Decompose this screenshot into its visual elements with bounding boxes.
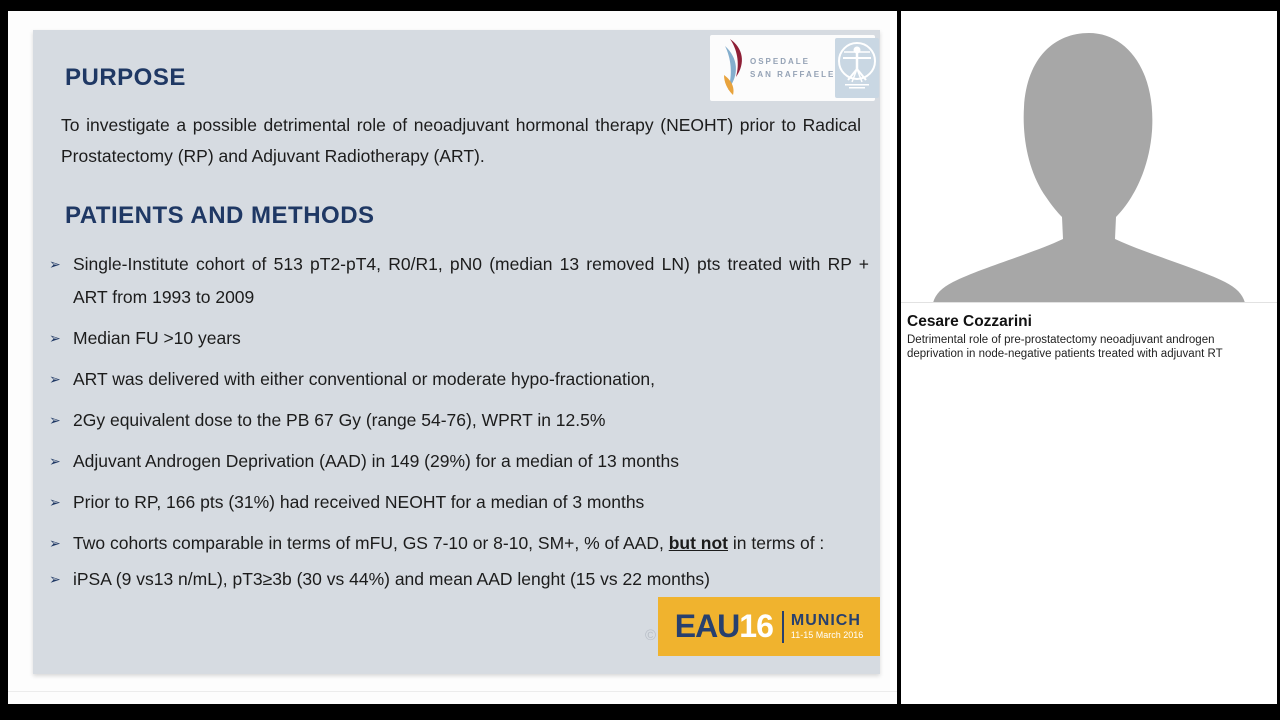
eau-logo-year: 16 [739,608,773,644]
bullet-item: ➢ Prior to RP, 166 pts (31%) had received NEOHT for a median of 3 months [47,486,869,519]
speaker-description: Detrimental role of pre-prostatectomy neoadjuvant androgen deprivation in node-negative patients treated with adjuvant RT [907,334,1223,360]
bullet-item: ➢ ART was delivered with either conventional or moderate hypo-fractionation, [47,363,869,396]
speaker-panel [901,11,1277,704]
osr-swoosh-icon [716,37,746,100]
bullet-item: ➢ iPSA (9 vs13 n/mL), pT3≥3b (30 vs 44%) and mean AAD lenght (15 vs 22 months) [47,563,869,596]
bullet-arrow-icon: ➢ [49,494,61,510]
bullet-arrow-icon: ➢ [49,535,61,551]
bullet-arrow-icon: ➢ [49,412,61,428]
osr-logo [710,37,835,100]
bullet-arrow-icon: ➢ [49,371,61,387]
bullet-item: ➢ Median FU >10 years [47,322,869,355]
university-logo [835,38,879,98]
person-silhouette-icon [901,290,1277,303]
bullet-arrow-icon: ➢ [49,571,61,587]
eau16-congress-logo [658,597,880,656]
eau-logo-city: MUNICH [790,612,861,629]
bullet-arrow-icon: ➢ [49,330,61,346]
presentation-slide [33,30,880,674]
bullet-list [47,248,869,604]
speaker-name: Cesare Cozzarini [907,313,1032,330]
methods-heading: PATIENTS AND METHODS [65,202,375,229]
eau-logo-divider [782,611,784,643]
bullet-arrow-icon: ➢ [49,256,61,272]
institution-logo-strip [710,35,875,101]
bullet-item: ➢ 2Gy equivalent dose to the PB 67 Gy (range 54-76), WPRT in 12.5% [47,404,869,437]
copyright-watermark: © [645,627,657,644]
speaker-portrait [901,11,1277,303]
bullet-item: ➢ Two cohorts comparable in terms of mFU, GS 7-10 or 8-10, SM+, % of AAD, but not in terms of : [47,527,869,560]
purpose-heading: PURPOSE [65,64,186,91]
vitruvian-man-icon [835,39,879,98]
bullet-arrow-icon: ➢ [49,453,61,469]
bullet-item: ➢ Single-Institute cohort of 513 pT2-pT4, R0/R1, pN0 (median 13 removed LN) pts treated with RP + ART from 1993 to 2009 [47,248,869,314]
purpose-text: To investigate a possible detrimental role of neoadjuvant hormonal therapy (NEOHT) prior to Radical Prostatectomy (RP) and Adjuvant Radiotherapy (ART). [61,115,861,166]
eau-logo-dates: 11-15 March 2016 [790,630,864,640]
emphasized-text: but not [668,533,728,553]
bullet-item: ➢ Adjuvant Androgen Deprivation (AAD) in 149 (29%) for a median of 13 months [47,445,869,478]
eau-logo-text: EAU [674,608,740,644]
slide-viewer-area [8,11,897,704]
osr-logo-text: OSPEDALE SAN RAFFAELE [750,57,836,79]
